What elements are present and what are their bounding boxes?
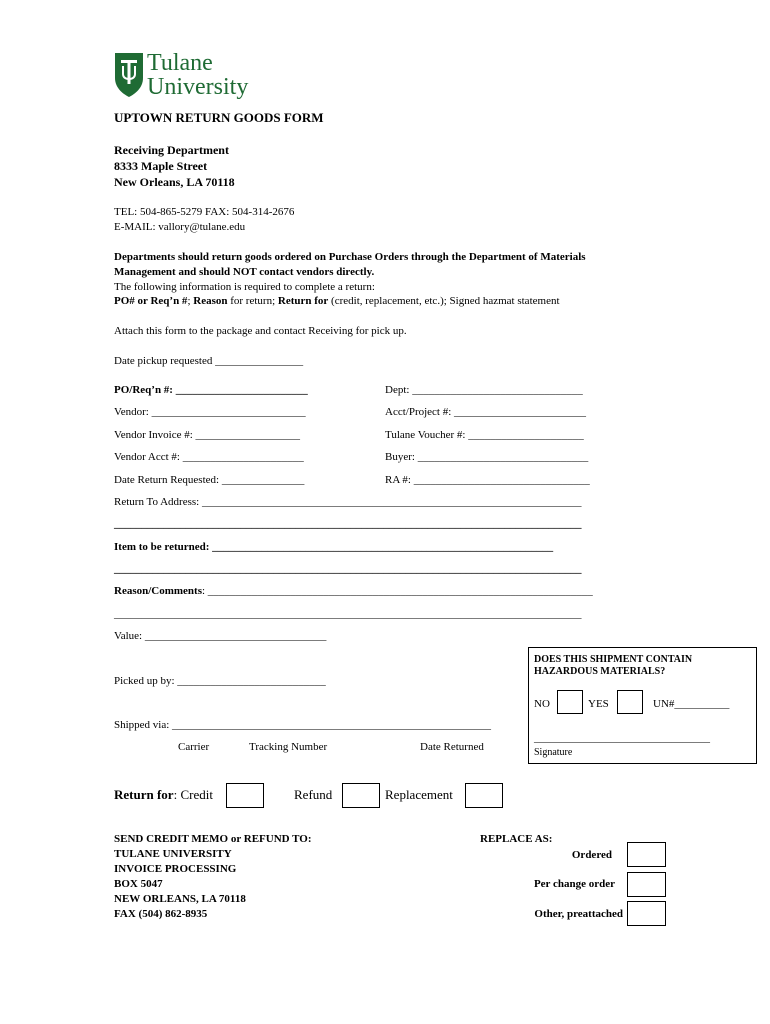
return-for-row [114,787,213,803]
notice-line-2: Management and should NOT contact vendors directly. [114,266,375,278]
replacement-checkbox[interactable] [465,783,503,808]
send-to-line-2: TULANE UNIVERSITY [114,848,232,860]
replace-per-change-label: Per change order [533,878,615,890]
pickup-date-field[interactable]: Date pickup requested ________________ [114,355,304,367]
credit-checkbox[interactable] [226,783,264,808]
send-to-line-3: INVOICE PROCESSING [114,863,237,875]
reason-line: : ______________________________________________________________________ [202,585,593,597]
send-to-line-4: BOX 5047 [114,878,163,890]
acct-project-field[interactable]: Acct/Project #: ________________________ [385,406,587,418]
replace-ordered-checkbox[interactable] [627,842,666,867]
return-address-field[interactable]: Return To Address: _____________________________________________________________________ [114,496,582,508]
tulane-shield-icon [114,52,144,98]
vendor-invoice-field[interactable]: Vendor Invoice #: ___________________ [114,429,301,441]
send-to-line-1: SEND CREDIT MEMO or REFUND TO: [114,833,312,845]
req-po: PO# or Req’n # [114,295,188,307]
address-street: 8333 Maple Street [114,159,208,173]
replace-ordered-label: Ordered [571,849,612,861]
address-dept: Receiving Department [114,143,229,157]
refund-checkbox[interactable] [342,783,380,808]
req-return-for: Return for [277,295,329,307]
hazmat-yes-label: YES [588,698,609,710]
notice-line-3: The following information is required to complete a return: [114,281,375,293]
replace-as-title: REPLACE AS: [480,833,553,845]
hazmat-signature-label: Signature [534,747,573,758]
refund-label: Refund [294,787,333,802]
reason-label: Reason/Comments [114,585,202,597]
hazmat-question-2: HAZARDOUS MATERIALS? [534,666,666,677]
contact-email: E-MAIL: vallory@tulane.edu [114,221,246,233]
carrier-label: Carrier [178,741,210,753]
hazmat-yes-checkbox[interactable] [617,690,643,714]
dept-field[interactable]: Dept: _______________________________ [385,384,583,396]
item-returned-line-2[interactable]: _____________________________________________________________________________________ [114,563,582,575]
ra-field[interactable]: RA #: ________________________________ [385,474,590,486]
send-to-line-6: FAX (504) 862-8935 [114,908,208,920]
return-address-line-2[interactable]: _____________________________________________________________________________________ [114,518,582,530]
reason-comments-line-2[interactable]: _____________________________________________________________________________________ [114,608,582,620]
vendor-field[interactable]: Vendor: ____________________________ [114,406,306,418]
return-for-label: Return for [114,787,174,802]
send-to-line-5: NEW ORLEANS, LA 70118 [114,893,246,905]
hazmat-no-label: NO [534,698,550,710]
hazmat-un-field[interactable]: UN#__________ [653,698,730,710]
picked-up-by-field[interactable]: Picked up by: ___________________________ [114,675,326,687]
hazmat-question-1: DOES THIS SHIPMENT CONTAIN [534,654,693,665]
tracking-number-label: Tracking Number [249,741,328,753]
req-reason: Reason [193,295,228,307]
replacement-label: Replacement [385,787,453,802]
return-for-credit-label: : Credit [173,787,213,802]
item-returned-field[interactable]: Item to be returned: ______________________________________________________________ [114,541,554,553]
reason-comments-field[interactable] [114,585,593,597]
contact-tel: TEL: 504-865-5279 FAX: 504-314-2676 [114,206,295,218]
tulane-voucher-field[interactable]: Tulane Voucher #: _____________________ [385,429,584,441]
tulane-logo [114,50,264,104]
po-field[interactable]: PO/Req’n #: ________________________ [114,384,308,396]
replace-per-change-checkbox[interactable] [627,872,666,897]
notice-requirements [114,295,560,307]
form-title: UPTOWN RETURN GOODS FORM [114,110,324,125]
vendor-acct-field[interactable]: Vendor Acct #: ______________________ [114,451,304,463]
buyer-field[interactable]: Buyer: _______________________________ [385,451,589,463]
hazmat-no-checkbox[interactable] [557,690,583,714]
value-field[interactable]: Value: _________________________________ [114,630,327,642]
hazmat-signature-line[interactable]: ________________________________ [534,732,710,744]
address-city: New Orleans, LA 70118 [114,175,235,189]
replace-other-label: Other, preattached [534,908,623,920]
date-returned-label: Date Returned [420,741,484,753]
req-sep: ; [187,295,194,307]
req-return-for-rest: (credit, replacement, etc.); Signed hazmat statement [328,295,560,307]
logo-line-tulane: Tulane [147,50,213,76]
hazmat-box [528,647,757,764]
date-return-requested-field[interactable]: Date Return Requested: _______________ [114,474,305,486]
notice-line-1: Departments should return goods ordered on Purchase Orders through the Department of Materials [114,251,586,263]
req-reason-rest: for return; [227,295,278,307]
replace-other-checkbox[interactable] [627,901,666,926]
attach-instructions: Attach this form to the package and contact Receiving for pick up. [114,325,407,337]
logo-line-university: University [147,74,249,100]
shipped-via-field[interactable]: Shipped via: __________________________________________________________ [114,719,492,731]
